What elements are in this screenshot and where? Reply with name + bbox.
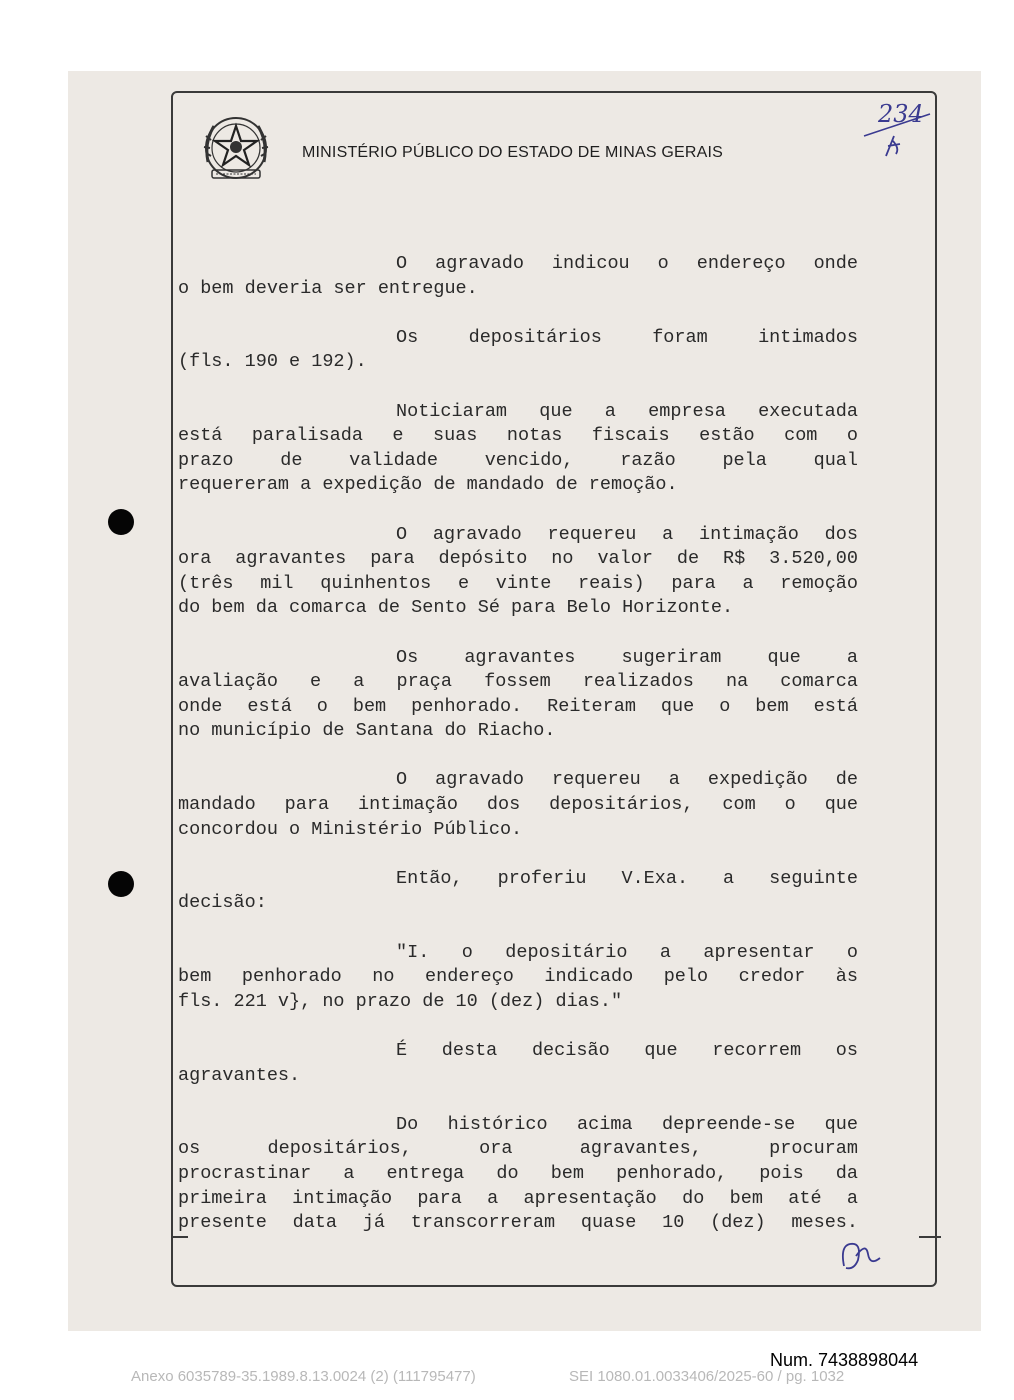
paragraph-9 xyxy=(178,1039,858,1088)
paragraph-4 xyxy=(178,523,858,621)
text-line: os depositários, ora agravantes, procuram xyxy=(178,1138,858,1160)
text-line: agravantes. xyxy=(178,1064,301,1086)
text-line: primeira intimação para a apresentação do bem até a xyxy=(178,1187,858,1209)
document-number: Num. 7438898044 xyxy=(770,1350,919,1370)
text-line: concordou o Ministério Público. xyxy=(178,818,523,840)
paragraph-10 xyxy=(178,1113,858,1236)
punch-hole-upper xyxy=(108,509,134,535)
paragraph-8-quotation xyxy=(178,941,858,1015)
text-line: prazo de validade vencido, razão pela qual xyxy=(178,449,858,471)
text-line: bem penhorado no endereço indicado pelo credor às xyxy=(178,966,858,988)
svg-text:234: 234 xyxy=(878,100,924,128)
text-line: avaliação e a praça fossem realizados na comarca xyxy=(178,671,858,693)
text-line: requereram a expedição de mandado de remoção. xyxy=(178,474,678,496)
text-line: procrastinar a entrega do bem penhorado, pois da xyxy=(178,1162,858,1184)
paragraph-7 xyxy=(178,867,858,916)
sei-reference: SEI 1080.01.0033406/2025-60 / pg. 1032 xyxy=(569,1368,845,1385)
text-line: "I. o depositário a apresentar o xyxy=(396,941,858,963)
text-line: Os agravantes sugeriram que a xyxy=(396,646,858,668)
text-line: O agravado requereu a intimação dos xyxy=(396,523,858,545)
paragraph-6 xyxy=(178,768,858,842)
text-line: fls. 221 v}, no prazo de 10 (dez) dias." xyxy=(178,990,623,1012)
handwritten-initials xyxy=(836,1236,886,1276)
text-line: está paralisada e suas notas fiscais estão com o xyxy=(178,425,858,447)
text-line: O agravado requereu a expedição de xyxy=(396,769,858,791)
paragraph-5 xyxy=(178,646,858,744)
text-line: presente data já transcorreram quase 10 (dez) meses. xyxy=(178,1212,858,1234)
document-body xyxy=(178,252,858,1260)
text-line: (três mil quinhentos e vinte reais) para a remoção xyxy=(178,572,858,594)
text-line: mandado para intimação dos depositários, com o que xyxy=(178,794,858,816)
text-line: Do histórico acima depreende-se que xyxy=(396,1113,858,1135)
text-line: no município de Santana do Riacho. xyxy=(178,720,556,742)
paragraph-2 xyxy=(178,326,858,375)
text-line: O agravado indicou o endereço onde xyxy=(396,253,858,274)
annex-reference: Anexo 6035789-35.1989.8.13.0024 (2) (111795477) xyxy=(131,1368,476,1385)
margin-tick-right xyxy=(919,1236,941,1238)
text-line: Então, proferiu V.Exa. a seguinte xyxy=(396,867,858,889)
text-line: onde está o bem penhorado. Reiteram que o bem está xyxy=(178,695,858,717)
text-line: (fls. 190 e 192). xyxy=(178,351,367,373)
text-line: Os depositários foram intimados xyxy=(396,326,858,348)
handwritten-page-number xyxy=(856,94,936,164)
text-line: decisão: xyxy=(178,892,267,914)
text-line: Noticiaram que a empresa executada xyxy=(396,400,858,422)
paragraph-1 xyxy=(178,252,858,301)
coat-of-arms-icon xyxy=(198,112,274,188)
paragraph-3 xyxy=(178,400,858,498)
text-line: do bem da comarca de Sento Sé para Belo Horizonte. xyxy=(178,597,734,619)
text-line: É desta decisão que recorrem os xyxy=(396,1040,858,1061)
text-line: o bem deveria ser entregue. xyxy=(178,277,478,299)
institution-letterhead: MINISTÉRIO PÚBLICO DO ESTADO DE MINAS GERAIS xyxy=(302,144,724,161)
punch-hole-lower xyxy=(108,871,134,897)
text-line: ora agravantes para depósito no valor de R$ 3.520,00 xyxy=(178,548,858,570)
